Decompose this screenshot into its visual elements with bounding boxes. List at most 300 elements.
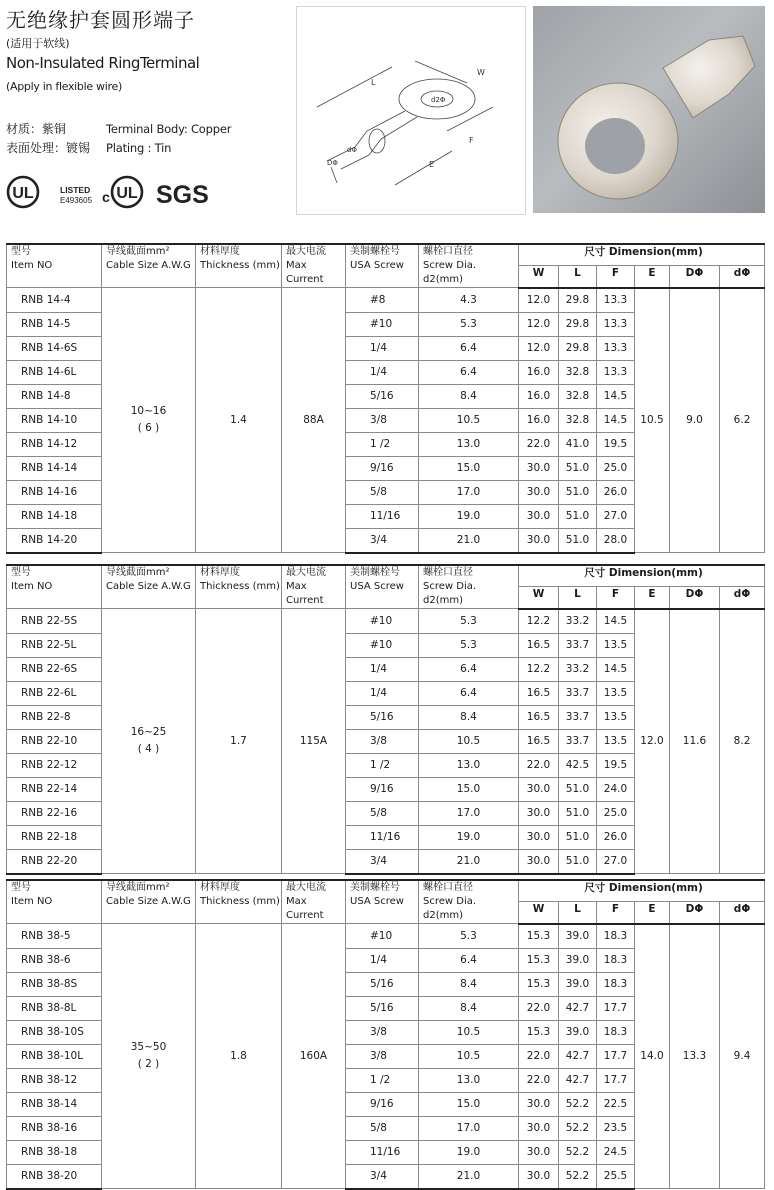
usa-screw: 1 /2 bbox=[346, 753, 419, 777]
item-no: RNB 38-16 bbox=[7, 1116, 102, 1140]
usa-screw: 5/16 bbox=[346, 996, 419, 1020]
page-title: 无绝缘护套圆形端子 bbox=[6, 8, 195, 32]
thickness: 1.8 bbox=[196, 924, 282, 1189]
usa-screw: 5/16 bbox=[346, 972, 419, 996]
screw-dia: 5.3 bbox=[419, 633, 519, 657]
dim-e: 12.0 bbox=[635, 609, 670, 874]
dim-f: 14.5 bbox=[597, 657, 635, 681]
ul-logo-icon bbox=[8, 177, 38, 207]
dim-l: 52.2 bbox=[559, 1092, 597, 1116]
col-model bbox=[7, 244, 102, 288]
screw-dia: 10.5 bbox=[419, 408, 519, 432]
dim-f: 17.7 bbox=[597, 1068, 635, 1092]
item-no: RNB 14-4 bbox=[7, 288, 102, 313]
col-thickness-en: Thickness (mm) bbox=[200, 581, 280, 592]
dim-w: 15.3 bbox=[519, 948, 559, 972]
screw-dia: 4.3 bbox=[419, 288, 519, 313]
dim-w: 30.0 bbox=[519, 1116, 559, 1140]
dim-f: 22.5 bbox=[597, 1092, 635, 1116]
dim-f: 25.0 bbox=[597, 801, 635, 825]
terminal-dimension-diagram bbox=[296, 6, 526, 215]
col-thickness bbox=[196, 244, 282, 288]
col-thickness bbox=[196, 565, 282, 609]
col-thickness-en: Thickness (mm) bbox=[200, 260, 280, 271]
dim-l: 32.8 bbox=[559, 360, 597, 384]
usa-screw: 3/8 bbox=[346, 1020, 419, 1044]
dim-l: 42.7 bbox=[559, 996, 597, 1020]
usa-screw: #8 bbox=[346, 288, 419, 313]
dim-f: 18.3 bbox=[597, 948, 635, 972]
cable-size bbox=[102, 288, 196, 553]
col-d: dΦ bbox=[720, 587, 765, 609]
usa-screw: 3/4 bbox=[346, 849, 419, 874]
dim-l: 51.0 bbox=[559, 849, 597, 874]
col-screw-zh: 美制螺栓号 bbox=[350, 246, 400, 257]
item-no: RNB 38-5 bbox=[7, 924, 102, 949]
col-screw bbox=[346, 244, 419, 288]
screw-dia: 6.4 bbox=[419, 336, 519, 360]
product-header bbox=[0, 0, 774, 222]
col-model-en: Item NO bbox=[11, 260, 53, 271]
screw-dia: 15.0 bbox=[419, 1092, 519, 1116]
usa-screw: 9/16 bbox=[346, 777, 419, 801]
screw-dia: 17.0 bbox=[419, 1116, 519, 1140]
col-current-en: Max Current bbox=[286, 260, 324, 285]
screw-dia: 19.0 bbox=[419, 825, 519, 849]
dim-w: 12.0 bbox=[519, 312, 559, 336]
col-l: L bbox=[559, 587, 597, 609]
dim-w: 30.0 bbox=[519, 480, 559, 504]
col-current bbox=[282, 880, 346, 924]
dim-f: 17.7 bbox=[597, 1044, 635, 1068]
dim-f: 26.0 bbox=[597, 825, 635, 849]
usa-screw: 1 /2 bbox=[346, 432, 419, 456]
dim-label-w: W bbox=[477, 68, 485, 77]
max-current: 115A bbox=[282, 609, 346, 874]
item-no: RNB 14-16 bbox=[7, 480, 102, 504]
cable-size bbox=[102, 609, 196, 874]
dim-l: 52.2 bbox=[559, 1164, 597, 1189]
terminal-photo bbox=[533, 6, 765, 213]
col-screw-dia-en: Screw Dia. d2(mm) bbox=[423, 896, 477, 921]
usa-screw: 9/16 bbox=[346, 456, 419, 480]
dim-l: 51.0 bbox=[559, 480, 597, 504]
col-e: E bbox=[635, 266, 670, 288]
usa-screw: 5/16 bbox=[346, 705, 419, 729]
dim-l: 33.2 bbox=[559, 609, 597, 634]
certification-logos bbox=[6, 172, 226, 212]
cable-range: 16~25 bbox=[130, 726, 167, 738]
dim-f: 13.5 bbox=[597, 681, 635, 705]
screw-dia: 21.0 bbox=[419, 528, 519, 553]
dim-D: 13.3 bbox=[670, 924, 720, 1189]
dim-f: 13.3 bbox=[597, 312, 635, 336]
table-header-row bbox=[7, 244, 765, 266]
screw-dia: 19.0 bbox=[419, 1140, 519, 1164]
col-dimension: 尺寸 Dimension(mm) bbox=[519, 880, 765, 902]
col-cable-zh: 导线截面mm² bbox=[106, 882, 170, 893]
item-no: RNB 14-6S bbox=[7, 336, 102, 360]
dim-d: 9.4 bbox=[720, 924, 765, 1189]
col-f: F bbox=[597, 902, 635, 924]
dim-w: 22.0 bbox=[519, 432, 559, 456]
item-no: RNB 14-20 bbox=[7, 528, 102, 553]
screw-dia: 13.0 bbox=[419, 1068, 519, 1092]
item-no: RNB 22-5S bbox=[7, 609, 102, 634]
dim-l: 39.0 bbox=[559, 972, 597, 996]
col-thickness-zh: 材料厚度 bbox=[200, 567, 240, 578]
dim-l: 51.0 bbox=[559, 801, 597, 825]
dim-f: 27.0 bbox=[597, 504, 635, 528]
dim-f: 13.5 bbox=[597, 729, 635, 753]
usa-screw: 5/8 bbox=[346, 801, 419, 825]
dim-f: 28.0 bbox=[597, 528, 635, 553]
screw-dia: 10.5 bbox=[419, 1020, 519, 1044]
dim-label-D: DΦ bbox=[327, 159, 338, 167]
screw-dia: 6.4 bbox=[419, 948, 519, 972]
dim-w: 22.0 bbox=[519, 1044, 559, 1068]
dim-w: 22.0 bbox=[519, 1068, 559, 1092]
item-no: RNB 38-14 bbox=[7, 1092, 102, 1116]
english-subtitle: (Apply in flexible wire) bbox=[6, 80, 122, 93]
usa-screw: 1/4 bbox=[346, 681, 419, 705]
dim-e: 14.0 bbox=[635, 924, 670, 1189]
dim-w: 12.2 bbox=[519, 609, 559, 634]
col-thickness-zh: 材料厚度 bbox=[200, 246, 240, 257]
dim-l: 39.0 bbox=[559, 1020, 597, 1044]
dim-D: 9.0 bbox=[670, 288, 720, 553]
dim-f: 13.5 bbox=[597, 705, 635, 729]
col-screw-en: USA Screw bbox=[350, 896, 404, 907]
dim-f: 13.3 bbox=[597, 336, 635, 360]
col-model-en: Item NO bbox=[11, 896, 53, 907]
col-screw-dia-en: Screw Dia. d2(mm) bbox=[423, 260, 477, 285]
material-en: Terminal Body: Copper bbox=[106, 122, 232, 136]
col-cable-zh: 导线截面mm² bbox=[106, 246, 170, 257]
spec-table bbox=[6, 243, 765, 554]
usa-screw: 11/16 bbox=[346, 504, 419, 528]
screw-dia: 21.0 bbox=[419, 1164, 519, 1189]
screw-dia: 10.5 bbox=[419, 1044, 519, 1068]
dim-w: 30.0 bbox=[519, 849, 559, 874]
dim-w: 30.0 bbox=[519, 801, 559, 825]
col-screw-dia bbox=[419, 880, 519, 924]
col-screw bbox=[346, 880, 419, 924]
col-dimension: 尺寸 Dimension(mm) bbox=[519, 565, 765, 587]
dim-w: 15.3 bbox=[519, 1020, 559, 1044]
dim-f: 23.5 bbox=[597, 1116, 635, 1140]
dim-w: 30.0 bbox=[519, 528, 559, 553]
col-screw-zh: 美制螺栓号 bbox=[350, 567, 400, 578]
dim-label-d: dΦ bbox=[347, 146, 357, 154]
dim-w: 16.5 bbox=[519, 633, 559, 657]
usa-screw: 1/4 bbox=[346, 336, 419, 360]
dim-w: 16.0 bbox=[519, 408, 559, 432]
dim-f: 14.5 bbox=[597, 609, 635, 634]
ul-text: UL bbox=[12, 185, 34, 202]
usa-screw: 5/16 bbox=[346, 384, 419, 408]
col-screw-dia bbox=[419, 565, 519, 609]
dim-f: 18.3 bbox=[597, 1020, 635, 1044]
dim-l: 29.8 bbox=[559, 288, 597, 313]
usa-screw: 9/16 bbox=[346, 1092, 419, 1116]
dim-w: 16.0 bbox=[519, 360, 559, 384]
sgs-logo-icon: SGS bbox=[156, 181, 209, 209]
dim-f: 19.5 bbox=[597, 753, 635, 777]
col-cable bbox=[102, 880, 196, 924]
dim-label-l: L bbox=[371, 78, 376, 87]
item-no: RNB 14-12 bbox=[7, 432, 102, 456]
item-no: RNB 22-5L bbox=[7, 633, 102, 657]
spec-table bbox=[6, 879, 765, 1190]
item-no: RNB 22-16 bbox=[7, 801, 102, 825]
dim-l: 42.7 bbox=[559, 1068, 597, 1092]
screw-dia: 6.4 bbox=[419, 657, 519, 681]
dim-l: 29.8 bbox=[559, 336, 597, 360]
usa-screw: 11/16 bbox=[346, 1140, 419, 1164]
item-no: RNB 38-6 bbox=[7, 948, 102, 972]
dim-w: 30.0 bbox=[519, 1092, 559, 1116]
screw-dia: 13.0 bbox=[419, 753, 519, 777]
dim-w: 22.0 bbox=[519, 753, 559, 777]
dim-f: 25.0 bbox=[597, 456, 635, 480]
dim-f: 26.0 bbox=[597, 480, 635, 504]
col-screw-dia-zh: 螺栓口直径 bbox=[423, 567, 473, 578]
dim-l: 33.7 bbox=[559, 705, 597, 729]
col-w: W bbox=[519, 266, 559, 288]
dim-l: 51.0 bbox=[559, 456, 597, 480]
col-screw bbox=[346, 565, 419, 609]
dim-l: 51.0 bbox=[559, 777, 597, 801]
col-model bbox=[7, 565, 102, 609]
col-cable-zh: 导线截面mm² bbox=[106, 567, 170, 578]
col-screw-dia-zh: 螺栓口直径 bbox=[423, 882, 473, 893]
col-current bbox=[282, 565, 346, 609]
usa-screw: #10 bbox=[346, 609, 419, 634]
cable-awg: ( 2 ) bbox=[137, 1058, 160, 1070]
usa-screw: #10 bbox=[346, 312, 419, 336]
dim-l: 33.2 bbox=[559, 657, 597, 681]
col-screw-zh: 美制螺栓号 bbox=[350, 882, 400, 893]
col-w: W bbox=[519, 902, 559, 924]
col-e: E bbox=[635, 902, 670, 924]
screw-dia: 8.4 bbox=[419, 996, 519, 1020]
cul-ul-text: UL bbox=[116, 185, 138, 202]
col-cable bbox=[102, 244, 196, 288]
dim-l: 42.7 bbox=[559, 1044, 597, 1068]
col-screw-en: USA Screw bbox=[350, 581, 404, 592]
cable-size bbox=[102, 924, 196, 1189]
dim-w: 15.3 bbox=[519, 972, 559, 996]
thickness: 1.4 bbox=[196, 288, 282, 553]
usa-screw: 1 /2 bbox=[346, 1068, 419, 1092]
dim-f: 17.7 bbox=[597, 996, 635, 1020]
col-l: L bbox=[559, 266, 597, 288]
item-no: RNB 22-6L bbox=[7, 681, 102, 705]
col-screw-dia-en: Screw Dia. d2(mm) bbox=[423, 581, 477, 606]
cable-awg: ( 6 ) bbox=[137, 422, 160, 434]
usa-screw: 5/8 bbox=[346, 1116, 419, 1140]
item-no: RNB 38-20 bbox=[7, 1164, 102, 1189]
plating-en: Plating : Tin bbox=[106, 141, 172, 155]
dim-f: 25.5 bbox=[597, 1164, 635, 1189]
col-model-zh: 型号 bbox=[11, 882, 31, 893]
cable-awg: ( 4 ) bbox=[137, 743, 160, 755]
item-no: RNB 14-18 bbox=[7, 504, 102, 528]
col-w: W bbox=[519, 587, 559, 609]
dim-f: 14.5 bbox=[597, 384, 635, 408]
dim-label-f: F bbox=[469, 136, 474, 145]
usa-screw: 1/4 bbox=[346, 948, 419, 972]
dim-f: 13.3 bbox=[597, 360, 635, 384]
col-current-en: Max Current bbox=[286, 896, 324, 921]
dim-l: 52.2 bbox=[559, 1140, 597, 1164]
dim-w: 16.0 bbox=[519, 384, 559, 408]
screw-dia: 5.3 bbox=[419, 312, 519, 336]
col-current-en: Max Current bbox=[286, 581, 324, 606]
dim-w: 16.5 bbox=[519, 729, 559, 753]
dim-w: 30.0 bbox=[519, 456, 559, 480]
item-no: RNB 22-18 bbox=[7, 825, 102, 849]
item-no: RNB 14-10 bbox=[7, 408, 102, 432]
item-no: RNB 22-12 bbox=[7, 753, 102, 777]
col-cable-en: Cable Size A.W.G bbox=[106, 896, 191, 907]
col-f: F bbox=[597, 266, 635, 288]
col-screw-dia bbox=[419, 244, 519, 288]
listed-text: LISTED bbox=[60, 185, 91, 195]
screw-dia: 8.4 bbox=[419, 705, 519, 729]
item-no: RNB 14-14 bbox=[7, 456, 102, 480]
dim-l: 32.8 bbox=[559, 408, 597, 432]
dim-w: 12.0 bbox=[519, 336, 559, 360]
col-current-zh: 最大电流 bbox=[286, 882, 326, 893]
dim-l: 39.0 bbox=[559, 924, 597, 949]
dim-w: 30.0 bbox=[519, 825, 559, 849]
cul-prefix: c bbox=[102, 189, 110, 205]
screw-dia: 6.4 bbox=[419, 681, 519, 705]
screw-dia: 21.0 bbox=[419, 849, 519, 874]
item-no: RNB 38-12 bbox=[7, 1068, 102, 1092]
dim-f: 19.5 bbox=[597, 432, 635, 456]
usa-screw: 5/8 bbox=[346, 480, 419, 504]
col-thickness bbox=[196, 880, 282, 924]
max-current: 160A bbox=[282, 924, 346, 1189]
col-model-zh: 型号 bbox=[11, 567, 31, 578]
dim-f: 24.0 bbox=[597, 777, 635, 801]
dim-w: 16.5 bbox=[519, 705, 559, 729]
screw-dia: 13.0 bbox=[419, 432, 519, 456]
screw-dia: 17.0 bbox=[419, 480, 519, 504]
usa-screw: 3/8 bbox=[346, 408, 419, 432]
screw-dia: 5.3 bbox=[419, 609, 519, 634]
dim-w: 12.2 bbox=[519, 657, 559, 681]
plating-zh: 表面处理：镀锡 bbox=[6, 141, 91, 155]
col-e: E bbox=[635, 587, 670, 609]
item-no: RNB 38-10S bbox=[7, 1020, 102, 1044]
table-row bbox=[7, 609, 765, 634]
dim-l: 33.7 bbox=[559, 729, 597, 753]
dim-f: 14.5 bbox=[597, 408, 635, 432]
item-no: RNB 22-10 bbox=[7, 729, 102, 753]
dim-f: 13.3 bbox=[597, 288, 635, 313]
usa-screw: 3/8 bbox=[346, 1044, 419, 1068]
item-no: RNB 38-8S bbox=[7, 972, 102, 996]
screw-dia: 19.0 bbox=[419, 504, 519, 528]
col-model bbox=[7, 880, 102, 924]
dim-l: 51.0 bbox=[559, 825, 597, 849]
dim-l: 52.2 bbox=[559, 1116, 597, 1140]
col-current bbox=[282, 244, 346, 288]
dim-f: 18.3 bbox=[597, 924, 635, 949]
item-no: RNB 14-8 bbox=[7, 384, 102, 408]
item-no: RNB 14-5 bbox=[7, 312, 102, 336]
dim-l: 33.7 bbox=[559, 633, 597, 657]
screw-dia: 5.3 bbox=[419, 924, 519, 949]
screw-dia: 8.4 bbox=[419, 972, 519, 996]
col-current-zh: 最大电流 bbox=[286, 246, 326, 257]
col-current-zh: 最大电流 bbox=[286, 567, 326, 578]
col-D: DΦ bbox=[670, 587, 720, 609]
page-subtitle: (适用于软线) bbox=[6, 37, 70, 50]
dim-l: 29.8 bbox=[559, 312, 597, 336]
dim-w: 30.0 bbox=[519, 504, 559, 528]
table-header-row bbox=[7, 565, 765, 587]
dim-w: 16.5 bbox=[519, 681, 559, 705]
item-no: RNB 22-14 bbox=[7, 777, 102, 801]
col-D: DΦ bbox=[670, 266, 720, 288]
col-f: F bbox=[597, 587, 635, 609]
cable-range: 10~16 bbox=[130, 405, 167, 417]
col-l: L bbox=[559, 902, 597, 924]
item-no: RNB 22-6S bbox=[7, 657, 102, 681]
col-d: dΦ bbox=[720, 902, 765, 924]
dim-d: 6.2 bbox=[720, 288, 765, 553]
dim-f: 27.0 bbox=[597, 849, 635, 874]
dim-l: 32.8 bbox=[559, 384, 597, 408]
screw-dia: 15.0 bbox=[419, 456, 519, 480]
screw-dia: 8.4 bbox=[419, 384, 519, 408]
item-no: RNB 14-6L bbox=[7, 360, 102, 384]
dim-d: 8.2 bbox=[720, 609, 765, 874]
cable-range: 35~50 bbox=[130, 1041, 167, 1053]
dim-D: 11.6 bbox=[670, 609, 720, 874]
item-no: RNB 38-18 bbox=[7, 1140, 102, 1164]
screw-dia: 10.5 bbox=[419, 729, 519, 753]
cul-logo-icon bbox=[102, 177, 142, 207]
usa-screw: #10 bbox=[346, 924, 419, 949]
dim-f: 13.5 bbox=[597, 633, 635, 657]
col-dimension: 尺寸 Dimension(mm) bbox=[519, 244, 765, 266]
max-current: 88A bbox=[282, 288, 346, 553]
item-no: RNB 38-8L bbox=[7, 996, 102, 1020]
spec-table bbox=[6, 564, 765, 875]
cert-number-text: E493605 bbox=[60, 196, 93, 205]
dim-e: 10.5 bbox=[635, 288, 670, 553]
col-cable-en: Cable Size A.W.G bbox=[106, 260, 191, 271]
usa-screw: 1/4 bbox=[346, 360, 419, 384]
dim-w: 30.0 bbox=[519, 1140, 559, 1164]
dim-l: 42.5 bbox=[559, 753, 597, 777]
usa-screw: 3/4 bbox=[346, 528, 419, 553]
dim-l: 51.0 bbox=[559, 528, 597, 553]
dim-label-d2: d2Φ bbox=[431, 96, 446, 104]
col-D: DΦ bbox=[670, 902, 720, 924]
table-row bbox=[7, 288, 765, 313]
col-thickness-zh: 材料厚度 bbox=[200, 882, 240, 893]
dim-label-e: E bbox=[429, 160, 435, 169]
item-no: RNB 22-8 bbox=[7, 705, 102, 729]
col-model-zh: 型号 bbox=[11, 246, 31, 257]
